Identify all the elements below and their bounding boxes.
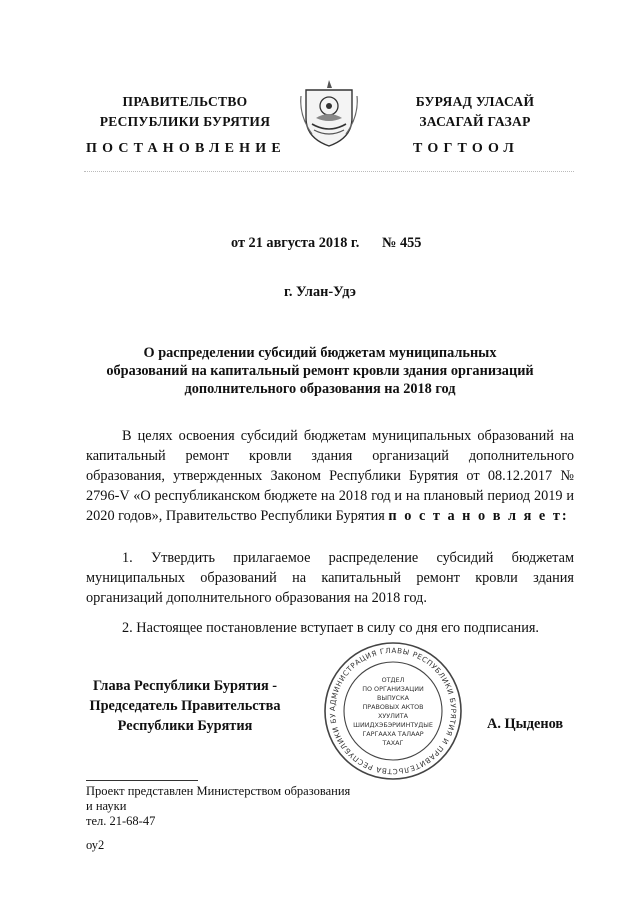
stamp-inner-line: ПО ОРГАНИЗАЦИИ: [362, 685, 424, 693]
stamp-ring-text: АДМИНИСТРАЦИЯ ГЛАВЫ РЕСПУБЛИКИ БУРЯТИЯ И ПРАВИТЕЛЬСТВА РЕСПУБЛИКИ БУ: [327, 645, 459, 777]
footer-divider: [86, 780, 198, 781]
org-name-ru-line1: ПРАВИТЕЛЬСТВО: [122, 94, 248, 109]
document-code: оу2: [86, 838, 105, 852]
resolution-item: [86, 618, 574, 638]
org-name-ru-line2: РЕСПУБЛИКИ БУРЯТИЯ: [99, 114, 271, 129]
signatory-name: А. Цыденов: [487, 716, 564, 732]
document-number: № 455: [382, 235, 422, 251]
stamp-inner-line: ШИИДХЭБЭРИИНТУДЫЕ: [353, 721, 433, 729]
resolution-item-text: 2. Настоящее постановление вступает в силу со дня его подписания.: [122, 620, 539, 636]
document-title-line: дополнительного образования на 2018 год: [184, 381, 456, 397]
footer-note-line2: и науки: [86, 799, 127, 813]
org-name-ru: [90, 92, 280, 132]
stamp-inner-line: ПРАВОВЫХ АКТОВ: [362, 703, 424, 711]
date-line: от 21 августа 2018 г.: [231, 235, 360, 251]
footer-note-line1: Проект представлен Министерством образования: [86, 784, 351, 798]
signatory-title-line1: Глава Республики Бурятия -: [92, 678, 278, 694]
doc-type-bua: ТОГТООЛ: [413, 141, 520, 156]
city: г. Улан-Удэ: [284, 284, 356, 300]
preamble-resolve: п о с т а н о в л я е т:: [388, 508, 569, 524]
preamble-paragraph: [86, 426, 574, 526]
resolution-item: [86, 548, 574, 608]
coat-of-arms-emblem: [298, 76, 360, 148]
footer-phone: тел. 21-68-47: [86, 814, 156, 828]
resolution-item-text: 1. Утвердить прилагаемое распределение субсидий бюджетам муниципальных образований на капитальный ремонт кровли здания организаций дополнительного образования на 2018 год.: [86, 550, 574, 606]
org-name-bua-line2: ЗАСАГАЙ ГАЗАР: [419, 114, 531, 129]
org-name-bua-line1: БУРЯАД УЛАСАЙ: [415, 94, 535, 109]
stamp-inner-line: ОТДЕЛ: [381, 676, 405, 684]
preamble-text: В целях освоения субсидий бюджетам муниципальных образований на капитальный ремонт кровли здания организаций дополнительного образования, утвержденных Законом Республики Бурятия от 08.12.2017 № 2796-V «О республиканском бюджете на 2018 год и на плановый период 2019 и 2020 годов», Правительство Республики Бурятия: [86, 428, 574, 524]
stamp-inner-line: ХУУЛИТА: [377, 712, 409, 720]
document-title: [0, 344, 640, 398]
official-stamp: [322, 640, 464, 782]
signatory-title-line3: Республики Бурятия: [117, 718, 253, 734]
stamp-inner-line: ТАХАГ: [382, 739, 404, 747]
stamp-inner-line: ВЫПУСКА: [376, 694, 410, 702]
org-name-bua: [380, 92, 570, 132]
doc-type-ru: ПОСТАНОВЛЕНИЕ: [86, 141, 286, 156]
document-title-line: О распределении субсидий бюджетам муниципальных: [143, 345, 497, 361]
signatory-title: [80, 676, 290, 736]
document-title-line: образований на капитальный ремонт кровли здания организаций: [106, 363, 534, 379]
signatory-title-line2: Председатель Правительства: [89, 698, 281, 714]
footer-note: [86, 784, 350, 829]
header-divider: [84, 171, 574, 180]
stamp-inner-line: ГАРГААХА ТАЛААР: [362, 730, 424, 738]
